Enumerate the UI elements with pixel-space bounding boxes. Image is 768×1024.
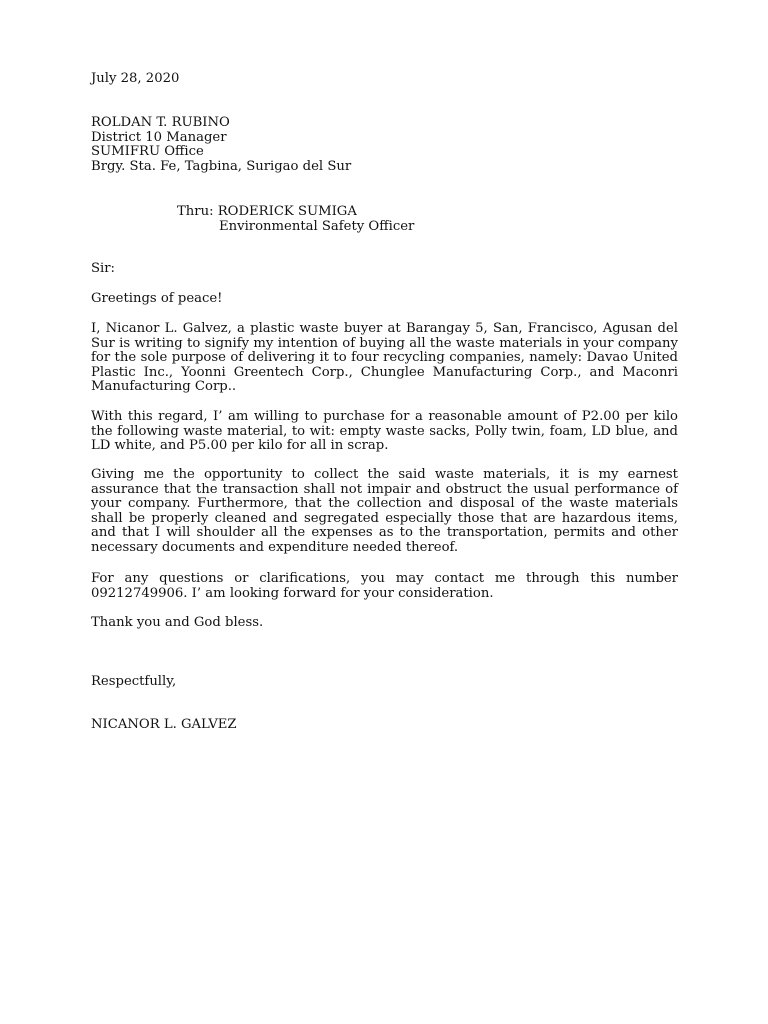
- recipient-address: Brgy. Sta. Fe, Tagbina, Surigao del Sur: [91, 158, 352, 174]
- recipient-name: ROLDAN T. RUBINO: [91, 115, 230, 130]
- thru-label: Thru:: [177, 204, 214, 219]
- recipient-title: District 10 Manager: [91, 129, 227, 145]
- recipient-block: [91, 116, 678, 174]
- body-paragraph-1: I, Nicanor L. Galvez, a plastic waste buyer at Barangay 5, San, Francisco, Agusan del Sur is writing to signify my intention of buying all the waste materials in your company for the sole purpose of delivering it to four recycling companies, namely: Davao United Plastic Inc., Yoonni Greentech Corp., Chunglee Manufacturing Corp., and Maconri Manufacturing Corp..: [91, 321, 678, 395]
- thru-block: [177, 205, 414, 234]
- body-paragraph-4: For any questions or clarifications, you may contact me through this number 09212749906. I’ am looking forward for your consideration.: [91, 571, 678, 601]
- body-paragraph-2: With this regard, I’ am willing to purchase for a reasonable amount of P2.00 per kilo the following waste material, to wit: empty waste sacks, Polly twin, foam, LD blue, and LD white, and P5.00 per kilo for all in scrap.: [91, 409, 678, 454]
- signatory-name: NICANOR L. GALVEZ: [91, 717, 237, 732]
- greeting: Greetings of peace!: [91, 291, 223, 306]
- recipient-office: SUMIFRU Office: [91, 144, 204, 160]
- letter-date: July 28, 2020: [91, 71, 180, 86]
- thanks-line: Thank you and God bless.: [91, 615, 264, 630]
- body-paragraph-3: Giving me the opportunity to collect the said waste materials, it is my earnest assurance that the transaction shall not impair and obstruct the usual performance of your company. Furthermore, that the collection and disposal of the waste materials shall be properly cleaned and segregated especially those that are hazardous items, and that I will shoulder all the expenses as to the transportation, permits and other necessary documents and expenditure needed thereof.: [91, 467, 678, 555]
- salutation: Sir:: [91, 261, 115, 276]
- closing-line: Respectfully,: [91, 674, 177, 689]
- thru-title: Environmental Safety Officer: [219, 218, 415, 234]
- thru-name: RODERICK SUMIGA: [217, 204, 357, 219]
